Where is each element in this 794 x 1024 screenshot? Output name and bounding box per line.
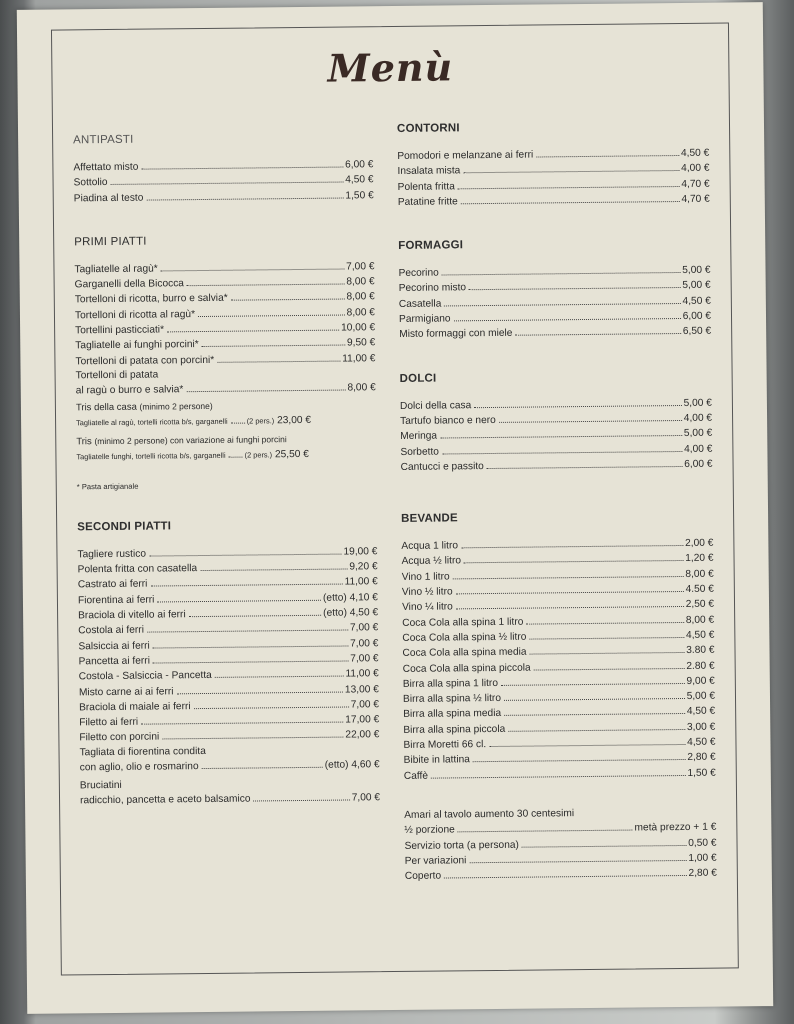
item-name: Coca Cola alla spina piccola (402, 662, 531, 675)
section-dolci (400, 369, 713, 475)
section-contorni (397, 120, 710, 210)
item-price: 1,20 € (685, 553, 714, 565)
item-price: 4,50 € (686, 706, 716, 718)
dolci-list (400, 395, 713, 475)
item-name: Tortelloni di ricotta al ragù* (74, 308, 196, 322)
item-price: 22,00 € (345, 729, 380, 741)
dot-leader (162, 737, 343, 740)
item-price: 2,80 € (688, 867, 717, 880)
item-name: Polenta fritta (397, 180, 455, 193)
section-extra (404, 805, 717, 885)
section-secondi (77, 518, 380, 809)
item-price: 2.80 € (686, 660, 715, 672)
item-price: 3,00 € (686, 721, 716, 733)
item-name: Filetto con porcini (79, 731, 160, 744)
primi-list (74, 259, 375, 369)
item-price: 3.80 € (686, 644, 715, 657)
item-name: Tartufo bianco e nero (400, 414, 496, 427)
item-price: 7,00 € (350, 637, 379, 650)
item-name: Caffè (403, 770, 429, 782)
item-price: 11,00 € (342, 352, 376, 365)
menu-item-tris-casa: Tris della casa (minimo 2 persone) Tagliatelle al ragù, tortelli ricotta b/s, garganelli (2 pers.) 23,00 € (75, 401, 312, 428)
menu-frame (51, 22, 739, 975)
item-name: Bibite in lattina (403, 754, 470, 767)
dot-leader (202, 345, 345, 347)
dot-leader (515, 333, 680, 336)
item-price: 4,50 € (680, 147, 710, 159)
dot-leader (458, 830, 633, 833)
dot-leader (504, 698, 685, 701)
item-name: Acqua 1 litro (401, 540, 459, 553)
item-name: Patatine fritte (397, 196, 458, 208)
item-name: Fiorentina ai ferri (77, 594, 155, 607)
item-price: 9,20 € (349, 561, 378, 573)
dot-leader (454, 318, 681, 321)
item-price: 6,00 € (684, 458, 713, 470)
item-name: Servizio torta (a persona) (404, 839, 519, 852)
item-name: Birra alla spina piccola (403, 723, 506, 736)
item-name: Affettato misto (73, 161, 139, 174)
item-price: 19,00 € (343, 546, 378, 558)
item-price: 2,00 € (685, 537, 714, 550)
item-name: Per variazioni (404, 855, 467, 867)
section-primi (74, 233, 377, 491)
contorni-list (397, 146, 710, 210)
item-name: Polenta fritta con casatella (77, 563, 198, 576)
item-name: Birra alla spina 1 litro (402, 677, 499, 690)
menu-item (404, 820, 716, 839)
item-price: 9,50 € (346, 337, 376, 349)
item-price: 5,00 € (683, 427, 713, 440)
item-price: 11,00 € (344, 576, 378, 588)
dot-leader (508, 729, 685, 732)
item-name: Casatella (398, 298, 442, 310)
item-name: Salsiccia ai ferri (78, 640, 150, 652)
dot-leader (149, 553, 341, 556)
dot-leader (200, 569, 347, 572)
dot-leader (469, 860, 686, 863)
item-price: 4,50 € (682, 295, 711, 307)
item-price: 4,50 € (685, 629, 715, 641)
pasta-note: * Pasta artigianale (76, 481, 139, 492)
item-name: Tortelloni di ricotta, burro e salvia* (74, 293, 228, 306)
dot-leader (501, 683, 685, 686)
item-name: Coperto (404, 870, 442, 883)
item-name: Garganelli della Bicocca (74, 278, 184, 291)
dot-leader (231, 299, 345, 301)
section-formaggi (398, 237, 711, 343)
item-price: 2,50 € (685, 599, 715, 611)
dot-leader (147, 630, 348, 633)
dot-leader (464, 560, 683, 563)
item-price: 7,00 € (350, 653, 379, 665)
item-price: 8,00 € (346, 276, 375, 288)
item-price: 4,70 € (681, 178, 710, 190)
item-price: 1,50 € (687, 767, 716, 779)
item-price: 4,70 € (681, 193, 710, 205)
dot-leader (461, 201, 680, 204)
dot-leader (504, 713, 685, 716)
item-name: Sorbetto (400, 446, 439, 458)
dot-leader (474, 405, 681, 408)
menu-item-bruciatini: Bruciatini radicchio, pancetta e aceto balsamico 7,00 € (79, 779, 381, 807)
item-price: 7,00 € (350, 699, 380, 711)
item-price: 7,00 € (346, 261, 375, 273)
dot-leader (146, 197, 343, 200)
dot-leader (150, 584, 342, 587)
item-name: Pecorino (398, 267, 439, 280)
item-name: Meringa (400, 430, 438, 443)
dot-leader (461, 545, 683, 548)
item-name: Vino 1 litro (401, 571, 450, 583)
item-name: Coca Cola alla spina ½ litro (402, 631, 527, 644)
left-column (73, 131, 380, 808)
item-name: Parmigiano (398, 313, 451, 326)
menu-item-tortelloni-patata: Tortelloni di patata al ragù o burro e salvia* 8,00 € (75, 369, 376, 397)
item-name: Piadina al testo (73, 192, 144, 204)
item-name: Coca Cola alla spina 1 litro (402, 616, 524, 629)
dot-leader (487, 466, 682, 469)
item-name: Birra alla spina media (403, 708, 502, 721)
dot-leader (458, 186, 679, 189)
section-antipasti (73, 131, 374, 206)
item-price: 11,00 € (345, 668, 379, 680)
dot-leader (469, 287, 680, 290)
dot-leader (141, 722, 343, 725)
item-name: Filetto ai ferri (79, 716, 139, 729)
dot-leader (444, 875, 686, 879)
dot-leader (442, 451, 682, 455)
menu-title: Menù (327, 44, 454, 91)
section-bevande (401, 510, 716, 784)
dot-leader (167, 330, 339, 333)
item-name: Misto carne ai ai ferri (78, 685, 174, 698)
dot-leader (453, 576, 684, 579)
section-title-antipasti: ANTIPASTI (73, 133, 134, 147)
item-name: Birra alla spina ½ litro (402, 693, 502, 706)
item-price: 7,00 € (349, 622, 379, 634)
item-name: Braciola di maiale ai ferri (79, 700, 191, 714)
item-name: Acqua ½ litro (401, 555, 462, 568)
item-price: 5,00 € (683, 397, 712, 409)
item-name: Tagliere rustico (77, 548, 147, 561)
bevande-list (401, 536, 716, 784)
item-name: Costola ai ferri (78, 624, 145, 637)
secondi-list (77, 544, 379, 746)
item-price: 9,00 € (686, 675, 715, 687)
item-name: Tagliatelle al ragù* (74, 263, 158, 276)
dot-leader (217, 360, 340, 362)
menu-page (17, 2, 773, 1014)
dot-leader (153, 645, 348, 648)
amari-note: Amari al tavolo aumento 30 centesimi (404, 808, 575, 821)
dot-leader (526, 622, 683, 625)
dot-leader (187, 284, 344, 287)
menu-item (78, 605, 378, 623)
item-name: Tortellini pasticciati* (75, 324, 165, 337)
item-name: Pomodori e melanzane ai ferri (397, 149, 534, 162)
dot-leader (456, 591, 684, 594)
dot-leader (473, 759, 685, 762)
dot-leader (431, 775, 685, 779)
dot-leader (440, 435, 682, 439)
item-price: 1,50 € (345, 189, 374, 202)
item-price: 17,00 € (345, 714, 380, 726)
menu-item-tagliata: Tagliata di fiorentina condita con aglio, olio e rosmarino (etto) 4,60 € (79, 745, 380, 774)
formaggi-list (398, 263, 711, 343)
dot-leader (522, 844, 686, 847)
dot-leader (489, 744, 685, 747)
item-price: 4,00 € (684, 443, 713, 455)
item-price: 1,00 € (688, 852, 717, 864)
item-price: 8,00 € (685, 568, 714, 580)
dot-leader (153, 660, 348, 663)
item-name: Insalata mista (397, 165, 461, 178)
item-name: Sottolio (73, 177, 108, 189)
section-title-formaggi: FORMAGGI (398, 239, 464, 253)
section-title-secondi: SECONDI PIATTI (77, 520, 172, 534)
item-price: 4,50 € (345, 174, 374, 186)
section-title-contorni: CONTORNI (396, 122, 460, 135)
dot-leader (215, 676, 344, 678)
item-price: 6,00 € (345, 159, 374, 171)
item-price: (etto) 4,10 € (322, 591, 378, 604)
item-price: 4.50 € (685, 583, 714, 596)
item-name: Tagliatelle ai funghi porcini* (75, 339, 199, 352)
dot-leader (463, 170, 679, 173)
right-column (397, 120, 717, 885)
dot-leader (141, 167, 343, 170)
item-name: Costola - Salsiccia - Pancetta (78, 670, 212, 683)
item-name: Vino ¼ litro (401, 601, 453, 614)
item-name: Pancetta ai ferri (78, 655, 151, 668)
dot-leader (534, 668, 685, 671)
dot-leader (161, 268, 344, 271)
dot-leader (529, 637, 684, 640)
dot-leader (530, 652, 685, 655)
dot-leader (198, 314, 345, 317)
dot-leader (444, 303, 680, 306)
menu-item-tris-porcini: Tris (minimo 2 persone) con variazione ai funghi porcini Tagliatelle funghi, tortelli ricotta b/s, garganelli (2 pers.) 25,50 € (76, 433, 310, 461)
dot-leader (157, 600, 321, 603)
dot-leader (536, 155, 679, 157)
section-title-primi: PRIMI PIATTI (74, 235, 147, 249)
item-name: Pecorino misto (398, 282, 467, 295)
item-name: Cantucci e passito (400, 460, 484, 473)
item-name: Castrato ai ferri (77, 579, 148, 591)
dot-leader (176, 691, 342, 694)
item-name: Braciola di vitello ai ferri (78, 609, 186, 622)
item-name: Coca Cola alla spina media (402, 646, 527, 660)
dot-leader (499, 420, 682, 423)
item-price: 13,00 € (344, 683, 379, 696)
section-title-bevande: BEVANDE (401, 512, 458, 526)
item-price: 5,00 € (686, 690, 716, 703)
antipasti-list (73, 157, 373, 206)
item-name: Birra Moretti 66 cl. (403, 739, 487, 751)
item-name: Vino ½ litro (401, 586, 453, 598)
item-price: 4,00 € (681, 162, 710, 175)
dot-leader (111, 182, 344, 185)
section-title-dolci: DOLCI (399, 372, 437, 385)
dot-leader (194, 706, 349, 709)
item-price: 10,00 € (341, 322, 376, 334)
item-price: 4,50 € (687, 736, 716, 748)
dot-leader (189, 615, 321, 617)
dot-leader (456, 606, 684, 609)
extra-list (404, 820, 717, 884)
item-price: 2,80 € (687, 751, 716, 764)
item-price: (etto) 4,50 € (323, 607, 379, 619)
item-name: Tortelloni di patata con porcini* (75, 354, 215, 368)
item-price: 5,00 € (682, 264, 711, 277)
item-price: 8,00 € (685, 614, 715, 626)
item-price: 0,50 € (688, 837, 717, 849)
item-name: Misto formaggi con miele (399, 328, 513, 341)
item-name: Dolci della casa (399, 399, 472, 412)
item-name: ½ porzione (404, 824, 455, 837)
item-price: 6,00 € (682, 310, 712, 323)
item-price: 8,00 € (346, 291, 375, 303)
item-price: 6,50 € (682, 326, 712, 338)
item-price: 4,00 € (683, 412, 713, 424)
item-price: 8,00 € (346, 306, 376, 319)
item-price: metà prezzo + 1 € (634, 821, 717, 834)
item-price: 5,00 € (682, 280, 711, 292)
dot-leader (442, 272, 680, 275)
